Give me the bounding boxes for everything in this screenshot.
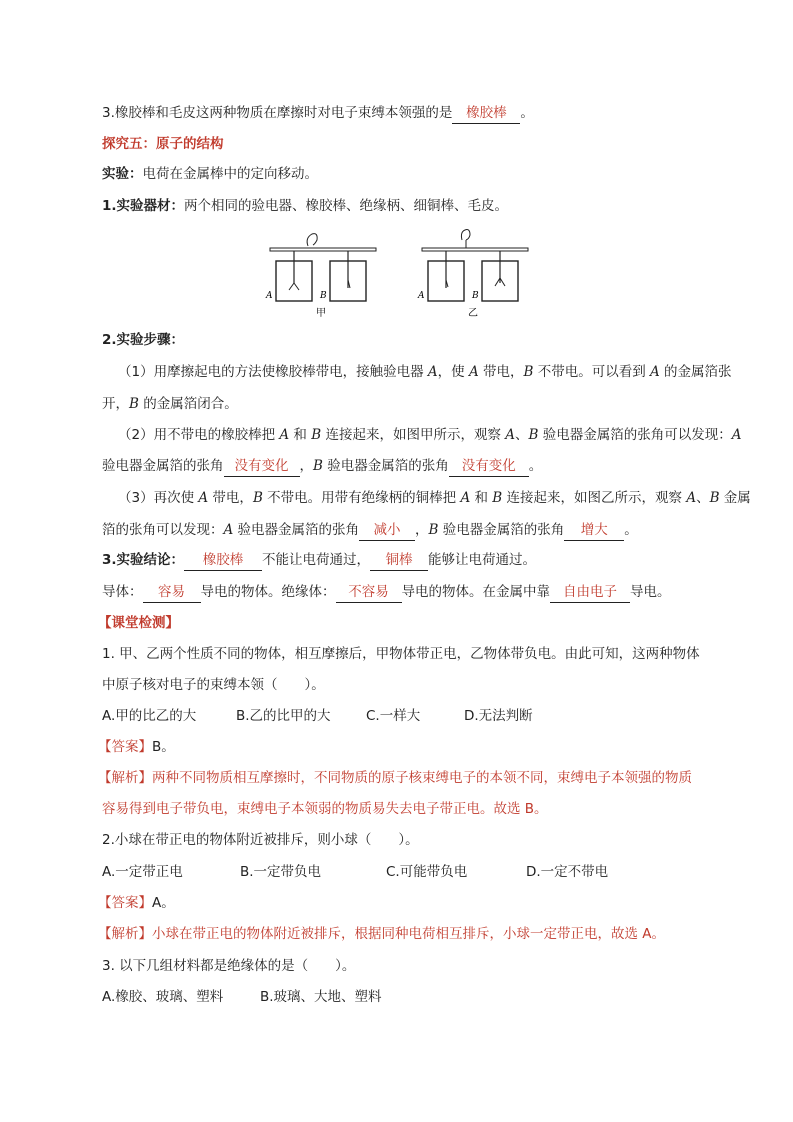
q3-top-line: 3.橡胶棒和毛皮这两种物质在摩擦时对电子束缚本领强的是 橡胶棒 。: [102, 103, 534, 124]
step3-line2: 箔的张角可以发现：A 验电器金属箔的张角 减小 ，B 验电器金属箔的张角 增大 。: [102, 520, 638, 541]
caption-jia: 甲: [316, 308, 326, 319]
q1-options: [102, 706, 533, 726]
answer-blank: 橡胶棒: [452, 103, 520, 124]
option-d[interactable]: D.无法判断: [464, 708, 533, 724]
option-b[interactable]: B.玻璃、大地、塑料: [260, 989, 382, 1005]
section-title: 探究五：原子的结构: [102, 136, 224, 152]
step3-line1: （3）再次使 A 带电，B 不带电。用带有绝缘柄的铜棒把 A 和 B 连接起来，如图乙所示，观察 A、B 金属: [118, 490, 751, 506]
answer-blank: 容易: [143, 582, 201, 603]
step1-line1: （1）用摩擦起电的方法使橡胶棒带电，接触验电器 A，使 A 带电，B 不带电。可以看到 A 的金属箔张: [118, 364, 732, 380]
answer-blank: 增大: [564, 520, 624, 541]
equipment-line: 1.实验器材：两个相同的验电器、橡胶棒、绝缘柄、细铜棒、毛皮。: [102, 198, 509, 214]
step1-line2: 开，B 的金属箔闭合。: [102, 396, 238, 412]
q2-analysis-line1: 【解析】小球在带正电的物体附近被排斥，根据同种电荷相互排斥，小球一定带正电，故选 A。: [98, 926, 666, 942]
rubber-rod-left: [270, 248, 376, 251]
answer-blank: 没有变化: [449, 456, 529, 477]
hand-icon: [307, 234, 317, 246]
electroscope-diagram: [268, 228, 528, 320]
option-b[interactable]: B.乙的比甲的大: [236, 708, 331, 724]
label-b-right: B: [472, 291, 479, 301]
step2-line1: （2）用不带电的橡胶棒把 A 和 B 连接起来，如图甲所示，观察 A、B 验电器金属箔的张角可以发现：A: [118, 427, 742, 443]
option-d[interactable]: D.一定不带电: [526, 864, 609, 880]
electroscope-figure: [268, 228, 528, 320]
q1-analysis-line1: 【解析】两种不同物质相互摩擦时，不同物质的原子核束缚电子的本领不同，束缚电子本领强的物质: [98, 770, 692, 786]
conductor-line: 导体： 容易 导电的物体。绝缘体： 不容易 导电的物体。在金属中靠 自由电子 导电。: [102, 582, 671, 603]
check-label: 【课堂检测】: [98, 615, 179, 631]
answer-blank: 不容易: [336, 582, 402, 603]
option-a[interactable]: A.甲的比乙的大: [102, 708, 197, 724]
option-c[interactable]: C.一样大: [366, 708, 421, 724]
label-a: A: [266, 291, 273, 301]
answer-blank: 减小: [359, 520, 415, 541]
steps-label: 2.实验步骤：: [102, 332, 185, 348]
q3-options: [102, 987, 382, 1007]
copper-rod-right: [422, 248, 528, 251]
conclusion-line: 3.实验结论： 橡胶棒 不能让电荷通过， 铜棒 能够让电荷通过。: [102, 550, 536, 571]
experiment-line: 实验：电荷在金属棒中的定向移动。: [102, 166, 318, 182]
hand-icon-right: [461, 230, 470, 240]
option-c[interactable]: C.可能带负电: [386, 864, 468, 880]
caption-yi: 乙: [468, 308, 478, 319]
q2-answer: 【答案】A。: [98, 895, 175, 911]
option-a[interactable]: A.橡胶、玻璃、塑料: [102, 989, 224, 1005]
q1-line2: 中原子核对电子的束缚本领（ ）。: [102, 677, 325, 693]
q1-analysis-line2: 容易得到电子带负电，束缚电子本领弱的物质易失去电子带正电。故选 B。: [102, 801, 548, 817]
label-b: B: [320, 291, 327, 301]
answer-blank: 自由电子: [550, 582, 630, 603]
option-a[interactable]: A.一定带正电: [102, 864, 183, 880]
q1-answer: 【答案】B。: [98, 739, 175, 755]
answer-blank: 铜棒: [370, 550, 428, 571]
q1-line1: 1. 甲、乙两个性质不同的物体，相互摩擦后，甲物体带正电，乙物体带负电。由此可知，这两种物体: [102, 646, 700, 662]
q2-line1: 2.小球在带正电的物体附近被排斥，则小球（ ）。: [102, 832, 419, 848]
q2-options: [102, 862, 608, 882]
label-a-right: A: [418, 291, 425, 301]
q3-line1: 3. 以下几组材料都是绝缘体的是（ ）。: [102, 958, 356, 974]
answer-blank: 橡胶棒: [184, 550, 262, 571]
step2-line2: 验电器金属箔的张角 没有变化 ，B 验电器金属箔的张角 没有变化 。: [102, 456, 542, 477]
answer-blank: 没有变化: [224, 456, 300, 477]
option-b[interactable]: B.一定带负电: [240, 864, 322, 880]
